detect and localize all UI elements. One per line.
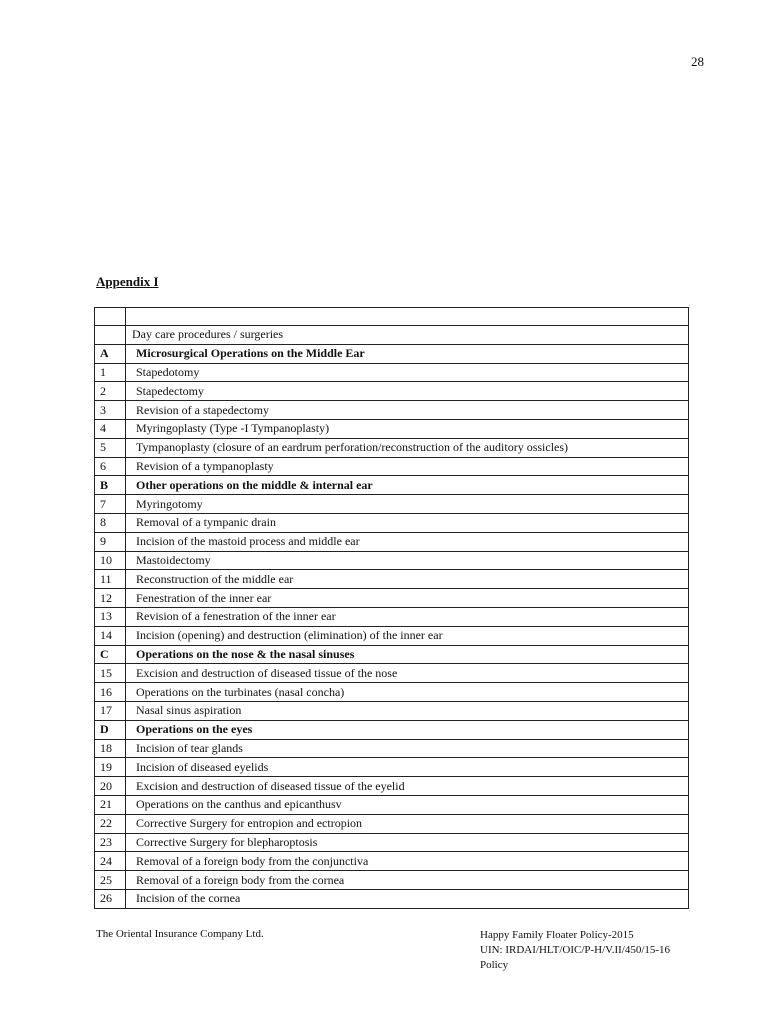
procedure-name: Incision of tear glands bbox=[126, 739, 689, 758]
procedure-name: Mastoidectomy bbox=[126, 551, 689, 570]
procedure-name: Fenestration of the inner ear bbox=[126, 589, 689, 608]
table-row bbox=[95, 683, 689, 702]
row-number: 7 bbox=[95, 495, 126, 514]
row-number: 3 bbox=[95, 401, 126, 420]
procedures-table bbox=[94, 307, 689, 909]
row-number: 13 bbox=[95, 607, 126, 626]
footer-policy-name: Happy Family Floater Policy-2015 bbox=[480, 929, 634, 941]
table-row bbox=[95, 664, 689, 683]
procedure-name: Removal of a tympanic drain bbox=[126, 513, 689, 532]
procedure-name: Excision and destruction of diseased tissue of the eyelid bbox=[126, 777, 689, 796]
row-number: 12 bbox=[95, 589, 126, 608]
row-number: 19 bbox=[95, 758, 126, 777]
section-title: Microsurgical Operations on the Middle Ear bbox=[126, 344, 689, 363]
table-row bbox=[95, 758, 689, 777]
table-row bbox=[95, 701, 689, 720]
table-header-row bbox=[95, 326, 689, 345]
table-row bbox=[95, 513, 689, 532]
table-row bbox=[95, 777, 689, 796]
footer-policy-label: Policy bbox=[480, 959, 509, 971]
procedure-name: Operations on the canthus and epicanthusv bbox=[126, 795, 689, 814]
footer-company: The Oriental Insurance Company Ltd. bbox=[96, 928, 264, 940]
procedure-name: Removal of a foreign body from the conjunctiva bbox=[126, 852, 689, 871]
procedure-name: Tympanoplasty (closure of an eardrum perforation/reconstruction of the auditory ossicles) bbox=[126, 438, 689, 457]
footer-uin: UIN: IRDAI/HLT/OIC/P-H/V.II/450/15-16 bbox=[480, 944, 671, 956]
section-row bbox=[95, 645, 689, 664]
row-number: B bbox=[95, 476, 126, 495]
appendix-title: Appendix I bbox=[96, 274, 159, 289]
table-row bbox=[95, 607, 689, 626]
procedure-name: Revision of a tympanoplasty bbox=[126, 457, 689, 476]
row-number: 18 bbox=[95, 739, 126, 758]
table-row bbox=[95, 739, 689, 758]
procedure-name: Incision of the mastoid process and middle ear bbox=[126, 532, 689, 551]
row-number: 9 bbox=[95, 532, 126, 551]
table-row bbox=[95, 889, 689, 908]
row-number: 23 bbox=[95, 833, 126, 852]
row-number: D bbox=[95, 720, 126, 739]
table-row bbox=[95, 871, 689, 890]
table-row bbox=[95, 551, 689, 570]
row-number: 15 bbox=[95, 664, 126, 683]
row-number: 22 bbox=[95, 814, 126, 833]
header-label: Day care procedures / surgeries bbox=[126, 326, 689, 345]
procedure-name: Operations on the turbinates (nasal concha) bbox=[126, 683, 689, 702]
procedure-name: Stapedectomy bbox=[126, 382, 689, 401]
table-row bbox=[95, 457, 689, 476]
table-row bbox=[95, 495, 689, 514]
section-row bbox=[95, 344, 689, 363]
section-title: Operations on the eyes bbox=[126, 720, 689, 739]
row-number: 8 bbox=[95, 513, 126, 532]
table-row bbox=[95, 795, 689, 814]
table-row bbox=[95, 570, 689, 589]
header-num-cell bbox=[95, 326, 126, 345]
table-row bbox=[95, 401, 689, 420]
row-number: 5 bbox=[95, 438, 126, 457]
row-number: 6 bbox=[95, 457, 126, 476]
table-row bbox=[95, 852, 689, 871]
procedure-name: Excision and destruction of diseased tissue of the nose bbox=[126, 664, 689, 683]
procedure-name: Stapedotomy bbox=[126, 363, 689, 382]
blank-cell bbox=[95, 308, 126, 326]
row-number: 20 bbox=[95, 777, 126, 796]
section-row bbox=[95, 720, 689, 739]
table-row bbox=[95, 589, 689, 608]
procedure-name: Revision of a fenestration of the inner ear bbox=[126, 607, 689, 626]
table-row bbox=[95, 419, 689, 438]
table-row bbox=[95, 833, 689, 852]
procedure-name: Myringoplasty (Type -I Tympanoplasty) bbox=[126, 419, 689, 438]
row-number: 26 bbox=[95, 889, 126, 908]
row-number: 24 bbox=[95, 852, 126, 871]
table-row bbox=[95, 382, 689, 401]
section-row bbox=[95, 476, 689, 495]
row-number: 10 bbox=[95, 551, 126, 570]
procedure-name: Myringotomy bbox=[126, 495, 689, 514]
procedure-name: Corrective Surgery for entropion and ectropion bbox=[126, 814, 689, 833]
row-number: 16 bbox=[95, 683, 126, 702]
row-number: 4 bbox=[95, 419, 126, 438]
procedure-name: Corrective Surgery for blepharoptosis bbox=[126, 833, 689, 852]
footer-policy-info bbox=[480, 928, 670, 973]
row-number: 17 bbox=[95, 701, 126, 720]
table-row bbox=[95, 363, 689, 382]
row-number: A bbox=[95, 344, 126, 363]
procedure-name: Reconstruction of the middle ear bbox=[126, 570, 689, 589]
procedure-name: Removal of a foreign body from the cornea bbox=[126, 871, 689, 890]
row-number: 21 bbox=[95, 795, 126, 814]
table-blank-row bbox=[95, 308, 689, 326]
row-number: 14 bbox=[95, 626, 126, 645]
table-row bbox=[95, 814, 689, 833]
procedure-name: Incision (opening) and destruction (elimination) of the inner ear bbox=[126, 626, 689, 645]
row-number: 11 bbox=[95, 570, 126, 589]
section-title: Other operations on the middle & internal ear bbox=[126, 476, 689, 495]
procedure-name: Revision of a stapedectomy bbox=[126, 401, 689, 420]
procedure-name: Incision of the cornea bbox=[126, 889, 689, 908]
procedure-name: Incision of diseased eyelids bbox=[126, 758, 689, 777]
row-number: 25 bbox=[95, 871, 126, 890]
table-row bbox=[95, 532, 689, 551]
row-number: C bbox=[95, 645, 126, 664]
section-title: Operations on the nose & the nasal sinuses bbox=[126, 645, 689, 664]
blank-cell bbox=[126, 308, 689, 326]
page-number: 28 bbox=[691, 54, 704, 69]
row-number: 1 bbox=[95, 363, 126, 382]
table-row bbox=[95, 626, 689, 645]
procedure-name: Nasal sinus aspiration bbox=[126, 701, 689, 720]
table-row bbox=[95, 438, 689, 457]
row-number: 2 bbox=[95, 382, 126, 401]
